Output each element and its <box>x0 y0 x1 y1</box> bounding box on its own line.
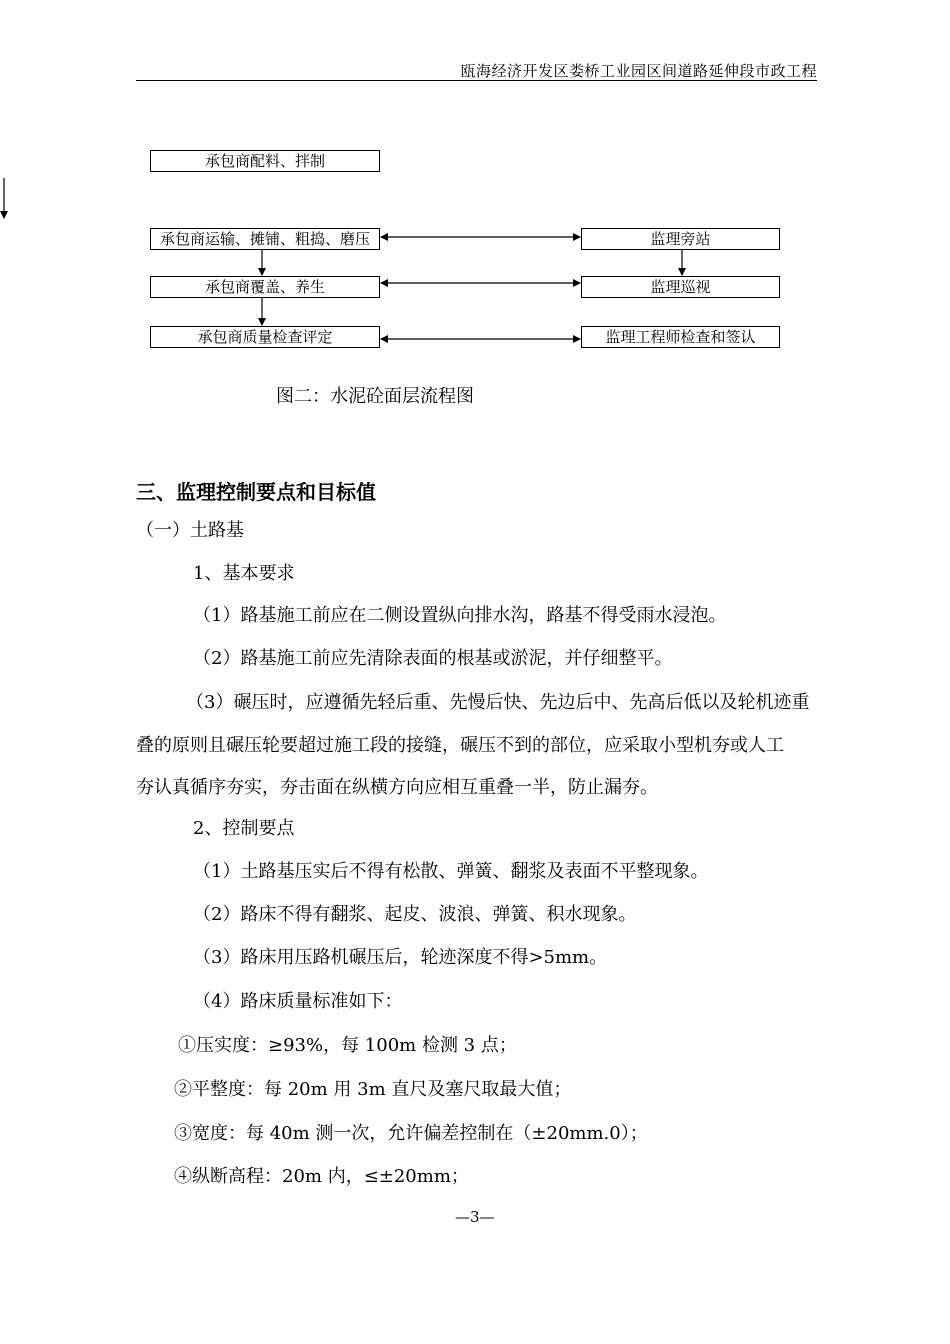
flow-box-supervision-onsite: 监理旁站 <box>581 228 780 250</box>
flow-box-supervision-patrol: 监理巡视 <box>581 276 780 298</box>
basic-item-3-line-2: 叠的原则且碾压轮要超过施工段的接缝，碾压不到的部位，应采取小型机夯或人工 <box>136 735 784 756</box>
basic-item-1: （1）路基施工前应在二侧设置纵向排水沟，路基不得受雨水浸泡。 <box>193 605 727 626</box>
control-item-4: （4）路床质量标准如下： <box>193 991 403 1012</box>
flow-box-mixing: 承包商配料、拌制 <box>150 150 380 172</box>
standard-elevation: ④纵断高程：20m 内，≤±20mm； <box>174 1166 469 1187</box>
flow-box-quality-check: 承包商质量检查评定 <box>150 326 380 348</box>
standard-width: ③宽度：每 40m 测一次，允许偏差控制在（±20mm.0）； <box>174 1123 648 1144</box>
flow-box-curing: 承包商覆盖、养生 <box>150 276 380 298</box>
control-item-1: （1）土路基压实后不得有松散、弹簧、翻浆及表面不平整现象。 <box>193 861 709 882</box>
standard-flatness: ②平整度：每 20m 用 3m 直尺及塞尺取最大值； <box>174 1079 572 1100</box>
flow-box-paving: 承包商运输、摊铺、粗捣、磨压 <box>150 228 380 250</box>
control-item-3: （3）路床用压路机碾压后，轮迹深度不得>5mm。 <box>193 947 608 968</box>
subsection-heading: （一）土路基 <box>136 520 244 541</box>
basic-item-3-line-1: （3）碾压时，应遵循先轻后重、先慢后快、先边后中、先高后低以及轮机迹重 <box>186 692 810 713</box>
standard-compaction: ①压实度：≥93%，每 100m 检测 3 点； <box>178 1035 517 1056</box>
section-title: 三、监理控制要点和目标值 <box>136 480 376 504</box>
running-header: 瓯海经济开发区娄桥工业园区间道路延伸段市政工程 <box>460 62 817 80</box>
flow-box-engineer-approval: 监理工程师检查和签认 <box>581 326 780 348</box>
basic-item-2: （2）路基施工前应先清除表面的根基或淤泥，并仔细整平。 <box>193 648 673 669</box>
page-number: —3— <box>455 1208 495 1226</box>
figure-caption: 图二：水泥砼面层流程图 <box>276 386 474 407</box>
flowchart-arrows <box>0 0 950 420</box>
control-points-heading: 2、控制要点 <box>193 818 295 839</box>
basic-requirements-heading: 1、基本要求 <box>193 563 295 584</box>
basic-item-3-line-3: 夯认真循序夯实，夯击面在纵横方向应相互重叠一半，防止漏夯。 <box>136 777 658 798</box>
control-item-2: （2）路床不得有翻浆、起皮、波浪、弹簧、积水现象。 <box>193 904 637 925</box>
